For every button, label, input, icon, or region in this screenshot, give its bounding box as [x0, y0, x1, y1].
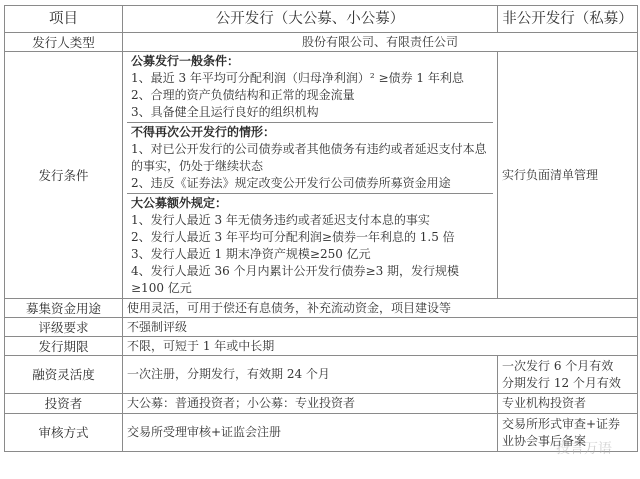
condition-item: 1、最近 3 年平均可分配利润（归母净利润）² ≥债券 1 年利息 — [131, 71, 464, 85]
row-label: 融资灵活度 — [5, 356, 123, 394]
general-conditions-block — [127, 52, 493, 123]
row-label: 发行人类型 — [5, 33, 123, 52]
row-review — [5, 414, 638, 452]
row-label: 投资者 — [5, 394, 123, 414]
large-public-rules-block — [127, 194, 493, 298]
row-rating — [5, 318, 638, 337]
condition-item: 4、发行人最近 36 个月内累计公开发行债券≥3 期，发行规模≥100 亿元 — [131, 264, 460, 295]
public-conditions-cell — [123, 52, 498, 299]
row-flexibility — [5, 356, 638, 394]
flexibility-private-line: 分期发行 12 个月有效 — [502, 375, 621, 390]
review-private-line: 业协会事后备案 — [502, 433, 587, 448]
flexibility-private-value — [498, 356, 638, 394]
condition-item: 3、发行人最近 1 期末净资产规模≥250 亿元 — [131, 247, 371, 261]
fund-use-value: 使用灵活，可用于偿还有息债务，补充流动资金，项目建设等 — [123, 299, 638, 318]
header-public-issuance: 公开发行（大公募、小公募） — [123, 6, 498, 33]
investors-public-value: 大公募：普通投资者；小公募：专业投资者 — [123, 394, 498, 414]
bond-issuance-comparison-table — [4, 5, 638, 452]
rating-value: 不强制评级 — [123, 318, 638, 337]
large-public-rules-title: 大公募额外规定： — [131, 196, 228, 210]
header-private-issuance: 非公开发行（私募） — [498, 6, 638, 33]
investors-private-value: 专业机构投资者 — [498, 394, 638, 414]
row-label: 募集资金用途 — [5, 299, 123, 318]
general-conditions-title: 公募发行一般条件： — [131, 54, 240, 68]
condition-item: 1、对已公开发行的公司债券或者其他债务有违约或者延迟支付本息的事实，仍处于继续状态 — [131, 142, 487, 173]
prohibited-conditions-title: 不得再次公开发行的情形： — [131, 125, 276, 139]
flexibility-private-line: 一次发行 6 个月有效 — [502, 358, 614, 373]
row-label: 审核方式 — [5, 414, 123, 452]
row-fund-use — [5, 299, 638, 318]
row-issue-conditions — [5, 52, 638, 299]
header-item: 项目 — [5, 6, 123, 33]
row-investors — [5, 394, 638, 414]
review-private-value — [498, 414, 638, 452]
condition-item: 1、发行人最近 3 年无债务违约或者延迟支付本息的事实 — [131, 213, 430, 227]
watermark: 投言万语 — [556, 441, 612, 457]
private-conditions-value: 实行负面清单管理 — [498, 52, 638, 299]
row-term — [5, 337, 638, 356]
condition-item: 3、具备健全且运行良好的组织机构 — [131, 105, 319, 119]
flexibility-public-value: 一次注册，分期发行，有效期 24 个月 — [123, 356, 498, 394]
condition-item: 2、发行人最近 3 年平均可分配利润≥债券一年利息的 1.5 倍 — [131, 230, 455, 244]
term-value: 不限，可短于 1 年或中长期 — [123, 337, 638, 356]
row-label: 发行期限 — [5, 337, 123, 356]
condition-item: 2、合理的资产负债结构和正常的现金流量 — [131, 88, 355, 102]
row-issuer-type — [5, 33, 638, 52]
review-private-line: 交易所形式审查+证券 — [502, 416, 621, 431]
review-public-value: 交易所受理审核+证监会注册 — [123, 414, 498, 452]
prohibited-conditions-block — [127, 123, 493, 194]
issuer-type-value: 股份有限公司、有限责任公司 — [123, 33, 638, 52]
header-row — [5, 6, 638, 33]
condition-item: 2、违反《证券法》规定改变公开发行公司债券所募资金用途 — [131, 176, 451, 190]
row-label: 发行条件 — [5, 52, 123, 299]
row-label: 评级要求 — [5, 318, 123, 337]
